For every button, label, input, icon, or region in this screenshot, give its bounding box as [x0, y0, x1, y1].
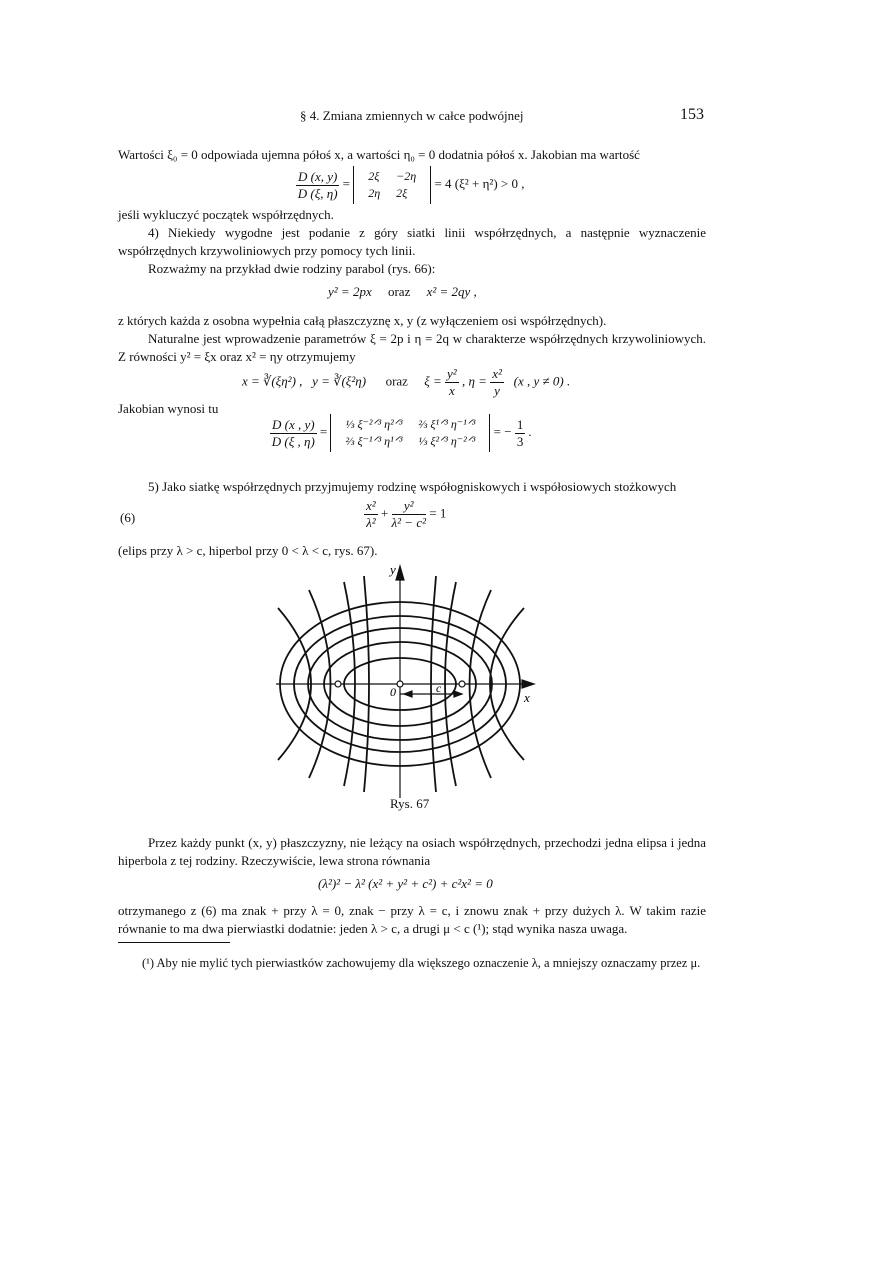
- eq6-t2-den: λ² − c²: [391, 515, 426, 530]
- figure-confocal-conics: [276, 562, 546, 798]
- x-axis-arrow: [522, 680, 534, 688]
- eq1-m11: 2ξ: [368, 169, 380, 183]
- eq3-xi-den: x: [448, 383, 455, 398]
- footnote-rule: [118, 942, 230, 943]
- paragraph-3: 4) Niekiedy wygodne jest podanie z góry siatki linii współrzędnych, a następnie wyznaczenie współrzędnych krzywoliniowych przy pomocy tych linii.: [118, 225, 706, 258]
- eq4-m21: ⅔ ξ⁻¹ᐟ³ η¹ᐟ³: [345, 434, 403, 448]
- origin-point: [397, 681, 403, 687]
- eq1-lhs-numerator: D (x, y): [298, 168, 338, 184]
- eq4-rhs-num: 1: [516, 416, 524, 432]
- eq3-condition: (x , y ≠ 0) .: [513, 373, 571, 389]
- paragraph-8: 5) Jako siatkę współrzędnych przyjmujemy rodzinę współogniskowych i współosiowych stożkowych: [148, 479, 677, 494]
- left-focus-point: [335, 681, 341, 687]
- axis-y-label: y: [390, 562, 396, 577]
- equation-6: [364, 498, 446, 531]
- paragraph-4: Rozważmy na przykład dwie rodziny parabol (rys. 66):: [148, 261, 436, 276]
- eq6-rhs: = 1: [429, 505, 447, 521]
- eq4-rhs-sign: = −: [493, 423, 512, 439]
- equation-jacobian-1: $\frac{D (x, y)}{D (\xi, \eta)}$ = 2ξ −2η 2η 2ξ = 4 (ξ² + η²) > 0 ,: [296, 166, 525, 204]
- eq1-m21: 2η: [368, 186, 381, 200]
- eq1-m22: 2ξ: [396, 186, 408, 200]
- equation-jacobian-2: $\frac{D (x , y)}{D (\xi , \eta)}$ = ⅓ ξ⁻²ᐟ³ η²ᐟ³ ⅔ ξ¹ᐟ³ η⁻¹ᐟ³ ⅔ ξ⁻¹ᐟ³ η¹ᐟ³ ⅓ ξ²ᐟ³ η⁻²ᐟ³ = − $\frac{1}{3}$ .: [270, 414, 532, 452]
- figure-caption: Rys. 67: [390, 796, 430, 811]
- eq3-y-part: y = ∛(ξ²η): [312, 373, 367, 389]
- eq3-oraz: oraz: [385, 373, 408, 389]
- eq3-xi-num: y²: [447, 366, 457, 381]
- eq4-lhs-numerator: D (x , y): [272, 416, 315, 432]
- paragraph-2: jeśli wykluczyć początek współrzędnych.: [118, 207, 334, 222]
- right-focus-point: [459, 681, 465, 687]
- eq3-eta-den: y: [494, 383, 500, 398]
- eq4-rhs-end: .: [528, 423, 532, 439]
- equation-substitution: [242, 366, 570, 399]
- eq6-t1-num: x²: [366, 498, 376, 513]
- eq4-m22: ⅓ ξ²ᐟ³ η⁻²ᐟ³: [418, 434, 476, 448]
- eq6-label: (6): [120, 510, 136, 525]
- origin-label: 0: [390, 685, 396, 699]
- running-title: § 4. Zmiana zmiennych w całce podwójnej: [300, 108, 524, 123]
- eq1-rhs: = 4 (ξ² + η²) > 0 ,: [434, 175, 525, 191]
- page-number: 153: [680, 106, 704, 123]
- axis-x-label: x: [524, 690, 530, 705]
- eq2-right: x² = 2qy ,: [426, 284, 477, 299]
- eq4-determinant: [330, 414, 490, 452]
- paragraph-1: Wartości ξ₀ = 0 odpowiada ujemna półoś x, a wartości η₀ = 0 dodatnia półoś x. Jakobian ma wartość: [118, 147, 640, 162]
- c-arrow-right: [454, 691, 462, 697]
- eq3-x-part: x = ∛(ξη²) ,: [242, 373, 303, 389]
- paragraph-11: otrzymanego z (6) ma znak + przy λ = 0, znak − przy λ = c, i znowu znak + przy dużych λ. W takim razie równanie to ma dwa pierwiastki dodatnie: jeden λ > c, a drugi μ < c (¹); stąd wynika nasza uwaga.: [118, 903, 706, 936]
- eq1-m12: −2η: [396, 169, 417, 183]
- eq6-plus: +: [380, 505, 389, 521]
- eq3-eta-num: x²: [492, 366, 502, 381]
- eq1-lhs-denominator: D (ξ, η): [297, 185, 338, 201]
- c-arrow-left: [404, 691, 412, 697]
- eq1-determinant: [353, 166, 431, 204]
- eq6-t1-den: λ²: [366, 515, 376, 530]
- eq4-m11: ⅓ ξ⁻²ᐟ³ η²ᐟ³: [345, 417, 403, 431]
- eq2-oraz: oraz: [387, 284, 411, 299]
- eq4-rhs-den: 3: [516, 433, 524, 449]
- eq3-eta-lhs: , η =: [461, 373, 487, 389]
- paragraph-6: Naturalne jest wprowadzenie parametrów ξ = 2p i η = 2q w charakterze współrzędnych krzywoliniowych. Z równości y² = ξx oraz x² = ηy otrzymujemy: [118, 331, 706, 364]
- paragraph-9: (elips przy λ > c, hiperbol przy 0 < λ < c, rys. 67).: [118, 543, 378, 558]
- paragraph-5: z których każda z osobna wypełnia całą płaszczyznę x, y (z wyłączeniem osi współrzędnych).: [118, 313, 607, 328]
- y-axis-arrow: [396, 566, 404, 580]
- eq2-left: y² = 2px: [328, 284, 372, 299]
- eq4-lhs-denominator: D (ξ , η): [271, 433, 315, 449]
- footnote: (¹) Aby nie mylić tych pierwiastków zachowujemy dla większego oznaczenie λ, a mniejszy oznaczamy przez μ.: [142, 956, 701, 970]
- eq6-t2-num: y²: [392, 498, 426, 515]
- equation-7: (λ²)² − λ² (x² + y² + c²) + c²x² = 0: [318, 876, 493, 891]
- eq3-xi-lhs: ξ =: [424, 373, 442, 389]
- eq4-m12: ⅔ ξ¹ᐟ³ η⁻¹ᐟ³: [418, 417, 476, 431]
- c-label: c: [436, 681, 442, 695]
- paragraph-7: Jakobian wynosi tu: [118, 401, 219, 416]
- equation-parabolas: [328, 284, 477, 300]
- paragraph-10: Przez każdy punkt (x, y) płaszczyzny, nie leżący na osiach współrzędnych, przechodzi jedna elipsa i jedna hiperbola z tej rodziny. Rzeczywiście, lewa strona równania: [118, 835, 706, 868]
